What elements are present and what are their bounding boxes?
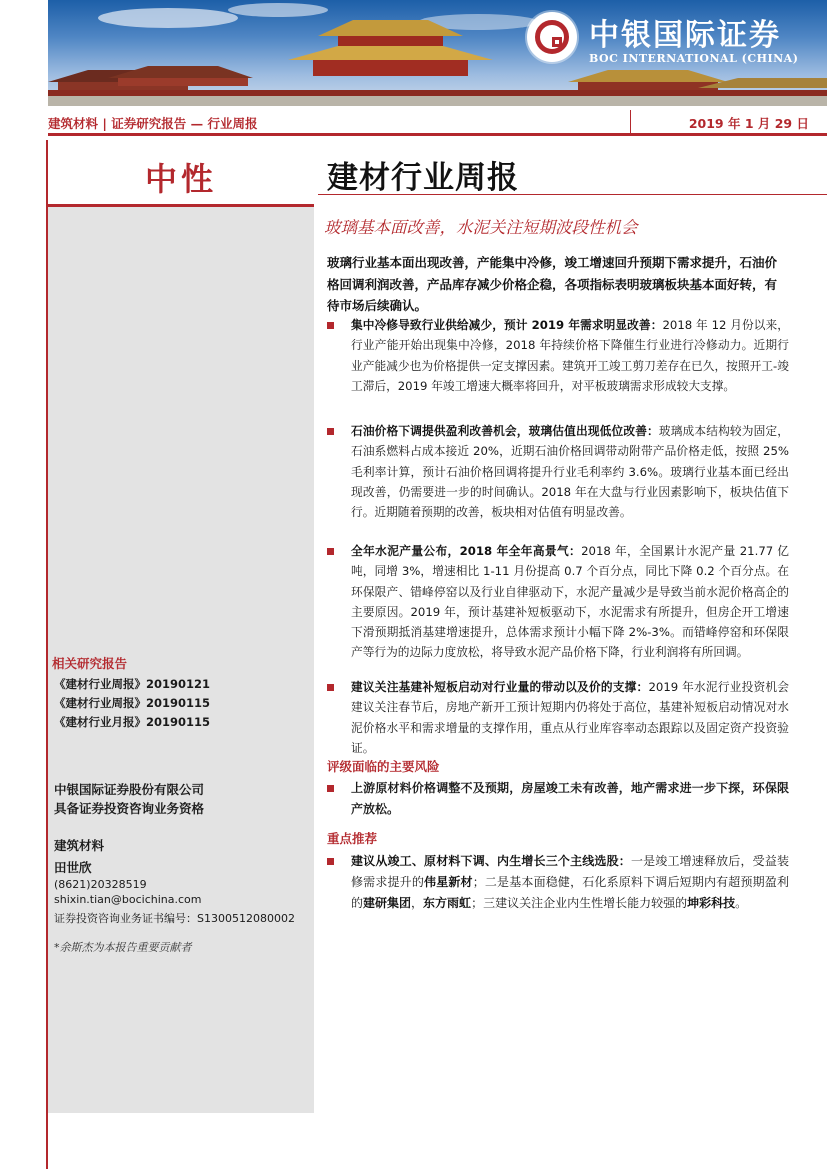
point-heading: 集中冷修导致行业供给减少，预计 2019 年需求明显改善： (351, 318, 663, 332)
analyst-license: 证券投资咨询业务证书编号：S1300512080002 (54, 912, 295, 925)
company-name: 中银国际证券股份有限公司 (54, 782, 205, 797)
contributor-note: *余斯杰为本报告重要贡献者 (54, 941, 192, 954)
rating-label: 中性 (144, 160, 217, 198)
bullet-square-icon (327, 858, 334, 865)
stock-name: 坤彩科技 (687, 896, 736, 910)
list-item (327, 541, 789, 671)
risk-list (327, 778, 789, 826)
logo-name: 中银国际证券 (589, 18, 781, 53)
stock-name: 伟星新材 (424, 875, 473, 889)
related-reports-title: 相关研究报告 (52, 656, 128, 671)
list-item (327, 315, 789, 415)
related-report-item[interactable]: 《建材行业周报》20190121 (54, 677, 211, 691)
header-banner (48, 0, 827, 106)
recommendation-text: ， (411, 896, 424, 910)
header-divider (630, 110, 631, 134)
bullet-square-icon (327, 684, 334, 691)
company-qualification: 具备证券投资咨询业务资格 (54, 801, 205, 816)
analyst-phone: (8621)20328519 (54, 878, 147, 891)
page-title: 建材行业周报 (327, 160, 519, 196)
recommendation-section-title: 重点推荐 (327, 831, 378, 846)
related-report-item[interactable]: 《建材行业月报》20190115 (54, 715, 211, 729)
risk-text: 上游原材料价格调整不及预期，房屋竣工未有改善，地产需求进一步下探，环保限产放松。 (351, 781, 789, 816)
point-heading: 全年水泥产量公布，2018 年全年高景气： (351, 544, 582, 558)
recommendation-list (327, 851, 789, 920)
analyst-name: 田世欣 (54, 860, 92, 875)
sidebar (48, 140, 314, 1113)
stock-name: 建研集团 (363, 896, 412, 910)
recommendation-text: 一是竣工增速释放后，受益装修需求提升的 (351, 854, 789, 889)
analyst-email[interactable]: shixin.tian@bocichina.com (54, 893, 202, 906)
stock-name: 东方雨虹 (423, 896, 472, 910)
summary-paragraph: 玻璃行业基本面出现改善，产能集中冷修，竣工增速回升预期下需求提升，石油价格回调利润改善，产品库存减少价格企稳，各项指标表明玻璃板块基本面好转，有待市场后续确认。 (327, 255, 778, 313)
list-item (327, 677, 789, 761)
boc-emblem-icon (527, 12, 577, 62)
point-text: 2018 年 12 月份以来，行业产能开始出现集中冷修，2018 年持续价格下降催生行业进行冷修动力。近期行业产能减少也为价格提供一定支撑因素。建筑开工竣工剪刀差存在已久，按照开工-竣工滞后，2019 年竣工增速大概率将回升，对平板玻璃需求形成较大支撑。 (351, 318, 789, 393)
bullet-square-icon (327, 548, 334, 555)
point-heading: 石油价格下调提供盈利改善机会，玻璃估值出现低位改善： (351, 424, 659, 438)
point-text: 2018 年，全国累计水泥产量 21.77 亿吨，同增 3%，增速相比 1-11 月份提高 0.7 个百分点，同比下降 0.2 个百分点。在环保限产、错峰停窑以及行业自律驱动下，水泥产量减少是导致当前水泥价格高企的主要原因。2019 年，预计基建补短板驱动下，水泥需求有所提升，但房企开工增速下滑预期抵消基建增速提升，总体需求预计小幅下降 2%-3%。而错峰停窑和环保限产等行为的边际力度放松，将导致水泥产品价格下降，行业利润将有所回调。 (351, 544, 789, 660)
bullet-square-icon (327, 785, 334, 792)
list-item (327, 778, 789, 820)
related-report-item[interactable]: 《建材行业周报》20190115 (54, 696, 211, 710)
report-date: 2019 年 1 月 29 日 (688, 116, 809, 131)
logo-english: BOC INTERNATIONAL (CHINA) (589, 52, 799, 65)
point-text: 2019 年水泥行业投资机会建议关注春节后，房地产新开工预计短期内仍将处于高位，基建补短板启动情况对水泥价格水平和需求增量的支撑作用，重点从行业库容率动态跟踪以及固定资产投资验证。 (351, 680, 789, 755)
list-item (327, 421, 789, 535)
list-item (327, 851, 789, 914)
boci-logo (527, 10, 807, 80)
recommendation-heading: 建议从竣工、原材料下调、内生增长三个主线选股： (351, 854, 631, 868)
point-heading: 建议关注基建补短板启动对行业量的带动以及价的支撑： (351, 680, 649, 694)
point-text: 玻璃成本结构较为固定，石油系燃料占成本接近 20%，近期石油价格回调带动附带产品价格走低，按照 25%毛利率计算，预计石油价格回调将提升行业毛利率约 3.6%。玻璃行业基本面已经出现改善，仍需要进一步的时间确认。2018 年在大盘与行业因素影响下，板块估值下行。近期随着预期的改善，板块相对估值有明显改善。 (351, 424, 789, 520)
recommendation-text: 。 (735, 896, 748, 910)
recommendation-text: ；三建议关注企业内生性增长能力较强的 (471, 896, 688, 910)
page-subtitle: 玻璃基本面改善，水泥关注短期波段性机会 (318, 194, 827, 232)
report-category: 建筑材料 | 证券研究报告 — 行业周报 (48, 116, 258, 131)
bullet-square-icon (327, 428, 334, 435)
risk-section-title: 评级面临的主要风险 (327, 759, 440, 774)
sector-name: 建筑材料 (54, 838, 105, 853)
recommendation-text: ；二是基本面稳健，石化系原料下调后短期内有超预期盈利的 (351, 875, 789, 910)
key-points-list (327, 315, 789, 767)
report-header-bar (48, 110, 827, 136)
bullet-square-icon (327, 322, 334, 329)
rating-box (48, 140, 314, 207)
